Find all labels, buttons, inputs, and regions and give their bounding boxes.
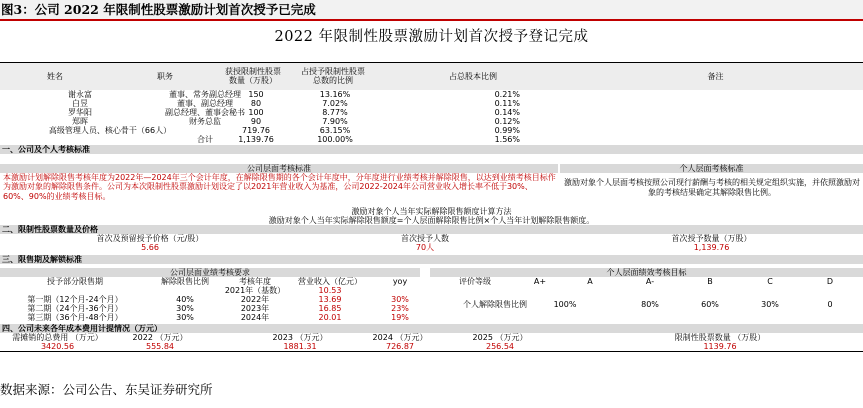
col-revenue: 营业收入（亿元） — [298, 277, 362, 286]
header-pct-capital: 占总股本比例 — [449, 71, 497, 81]
row-granted: 100 — [248, 108, 264, 117]
base-revenue: 10.53 — [318, 286, 342, 295]
cost-header-total: 需摊销的总费用 （万元） — [12, 333, 103, 342]
cost-value-2023: 1881.31 — [283, 342, 317, 351]
row-period: 第二期（24个月-36个月） — [27, 304, 123, 313]
row-name: 谢永富 — [68, 90, 92, 99]
section-2-title: 二、限制性股票数量及价格 — [0, 225, 863, 234]
personal-unlock-label: 个人解除限售比例 — [463, 299, 527, 309]
row-period: 第三期（36个月-48个月） — [27, 313, 123, 322]
cost-value-total: 3420.56 — [40, 342, 75, 351]
incentive-table — [0, 62, 863, 374]
section-1-title: 一、公司及个人考核标准 — [0, 145, 863, 154]
row-ratio: 30% — [176, 304, 194, 313]
row-pct-granted: 7.02% — [322, 99, 348, 108]
header-position: 职务 — [157, 71, 173, 81]
row-position: 董事、副总经理 — [177, 99, 233, 108]
row-yoy: 23% — [391, 304, 409, 313]
personal-value-d: 0 — [827, 299, 833, 309]
row-name: 合计 — [197, 135, 213, 144]
row-pct-granted: 63.15% — [319, 126, 351, 135]
col-yoy: yoy — [392, 277, 408, 286]
personal-performance-header: 个人层面绩效考核目标 — [430, 268, 863, 277]
row-pct-granted: 13.16% — [319, 90, 351, 99]
grade-a-minus: A- — [645, 277, 655, 286]
row-yoy: 19% — [391, 313, 409, 322]
grant-quantity-value: 1,139.76 — [693, 243, 730, 252]
cost-header-2022: 2022 （万元） — [132, 333, 188, 342]
data-source: 数据来源：公司公告、东吴证券研究所 — [0, 382, 213, 397]
row-yoy: 30% — [391, 295, 409, 304]
cost-value-2024: 726.87 — [386, 342, 414, 351]
grade-d: D — [826, 277, 834, 286]
grant-quantity-header: 首次授予数量（万股） — [671, 234, 752, 243]
row-pct-capital: 0.14% — [494, 108, 520, 117]
col-ratio: 解除限售比例 — [161, 277, 209, 286]
company-performance-header: 公司层面业绩考核要求 — [0, 268, 420, 277]
personal-criteria-header: 个人层面考核标准 — [560, 164, 863, 173]
base-year: 2021年（基数） — [224, 286, 286, 295]
personal-value-a-plus: 100% — [553, 299, 577, 309]
row-pct-capital: 0.99% — [494, 126, 520, 135]
row-position: 董事、常务副总经理 — [169, 90, 241, 99]
row-pct-capital: 0.12% — [494, 117, 520, 126]
grant-count-value: 70人 — [415, 243, 435, 252]
personal-value-a-minus: 80% — [641, 299, 659, 309]
table-title: 2022 年限制性股票激励计划首次授予登记完成 — [274, 29, 589, 45]
row-year: 2023年 — [240, 304, 270, 313]
grant-price-value: 5.66 — [141, 243, 159, 252]
col-year: 考核年度 — [239, 277, 271, 286]
company-criteria-text: 本激励计划解除限售考核年度为2022年—2024年三个会计年度，在解除限售期的各个会计年度中，分年度进行业绩考核并解除限售，以达到业绩考核目标作为激励对象的解除限售条件。公司为本次限制性股票激励计划设定了以2021年营业收入为基准，公司2022-2024年公司营业收入增长率不低于30%、60%、90%的业绩考核目标。 — [3, 173, 556, 201]
grade-c: C — [767, 277, 773, 286]
row-pct-granted: 100.00% — [317, 135, 353, 144]
row-position: 副总经理、董事会秘书 — [165, 108, 245, 117]
section-4-title: 四、公司未来各年成本费用计提情况（万元） — [0, 324, 863, 333]
figure-title: 图3：公司 2022 年限制性股票激励计划首次授予已完成 — [0, 0, 863, 19]
cost-value-2022: 555.84 — [146, 342, 174, 351]
row-pct-granted: 7.90% — [322, 117, 348, 126]
cost-header-quantity: 限制性股票数量 （万股） — [674, 333, 766, 342]
row-granted: 1,139.76 — [238, 135, 274, 144]
grade-a-plus: A+ — [533, 277, 547, 286]
header-pct-granted: 占授予限制性股票总数的比例 — [301, 67, 365, 85]
grant-count-header: 首次授予人数 — [401, 234, 449, 243]
row-pct-granted: 8.77% — [322, 108, 348, 117]
row-name: 罗华阳 — [68, 108, 92, 117]
cost-value-quantity: 1139.76 — [703, 342, 737, 351]
cost-value-2025: 256.54 — [486, 342, 514, 351]
row-pct-capital: 1.56% — [494, 135, 520, 144]
section-3-title: 三、限售期及解锁标准 — [0, 255, 863, 264]
row-ratio: 40% — [176, 295, 194, 304]
row-name: 白昱 — [72, 99, 88, 108]
company-criteria-header: 公司层面考核标准 — [0, 164, 558, 173]
row-granted: 90 — [250, 117, 262, 126]
grade-a: A — [587, 277, 593, 286]
grant-price-header: 首次及预留授予价格（元/股） — [96, 234, 204, 243]
row-name: 郑晖 — [72, 117, 88, 126]
personal-value-c: 30% — [761, 299, 779, 309]
row-position: 财务总监 — [189, 117, 221, 126]
row-year: 2022年 — [240, 295, 270, 304]
header-name: 姓名 — [47, 71, 63, 81]
formula-header: 激励对象个人当年实际解除限售额度计算方法 — [351, 207, 512, 216]
row-granted: 80 — [250, 99, 262, 108]
row-pct-capital: 0.11% — [494, 99, 520, 108]
col-period: 授予部分限售期 — [47, 277, 103, 286]
row-ratio: 30% — [176, 313, 194, 322]
row-name: 高级管理人员、核心骨干（66人） — [48, 126, 172, 135]
cost-header-2023: 2023 （万元） — [272, 333, 328, 342]
col-grade: 评价等级 — [459, 277, 491, 286]
row-revenue: 13.69 — [318, 295, 342, 304]
header-remark: 备注 — [707, 71, 724, 81]
formula-text: 激励对象个人当年实际解除限售额度=个人层面解除限售比例×个人当年计划解除限售额度。 — [268, 216, 595, 225]
row-pct-capital: 0.21% — [494, 90, 520, 99]
grade-b: B — [707, 277, 713, 286]
personal-value-b: 60% — [701, 299, 719, 309]
row-period: 第一期（12个月-24个月） — [27, 295, 123, 304]
cost-header-2025: 2025 （万元） — [472, 333, 528, 342]
row-revenue: 20.01 — [318, 313, 342, 322]
title-divider — [0, 19, 863, 21]
personal-criteria-text: 激励对象个人层面考核按照公司现行薪酬与考核的相关规定组织实施，并依照激励对象的考核结果确定其解除限售比例。 — [564, 178, 860, 197]
row-granted: 719.76 — [242, 126, 270, 135]
row-granted: 150 — [248, 90, 264, 99]
row-revenue: 16.85 — [318, 304, 342, 313]
row-year: 2024年 — [240, 313, 270, 322]
cost-header-2024: 2024 （万元） — [372, 333, 428, 342]
header-granted: 获授限制性股票数量（万股） — [225, 67, 281, 85]
